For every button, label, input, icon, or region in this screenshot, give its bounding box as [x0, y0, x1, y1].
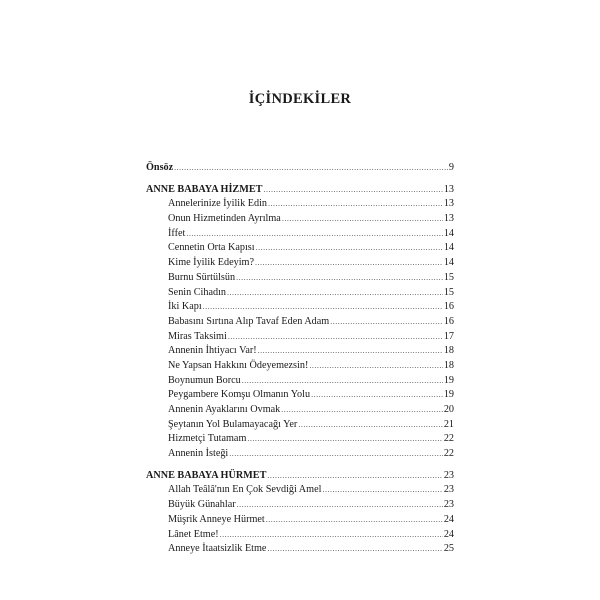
toc-entry[interactable] [146, 198, 454, 213]
leader-dots [237, 500, 443, 509]
toc-entry-page: 9 [448, 162, 454, 173]
leader-dots [247, 434, 442, 443]
toc-entry-page: 22 [443, 448, 454, 460]
toc-entry-page: 18 [443, 345, 454, 357]
toc-entry-page: 21 [443, 418, 454, 430]
toc-entry-label: Hizmetçi Tutamam [168, 433, 247, 445]
toc-entry-page: 23 [443, 484, 454, 496]
toc-entry-label: Senin Cihadın [168, 286, 227, 298]
toc-entry-page: 23 [443, 469, 454, 481]
toc-entry[interactable] [146, 213, 454, 228]
toc-entry[interactable] [146, 257, 454, 272]
toc-entry-page: 20 [443, 404, 454, 415]
leader-dots [311, 390, 443, 399]
toc-entry-label: Cennetin Orta Kapısı [168, 242, 255, 254]
toc-entry[interactable] [146, 543, 454, 558]
toc-entry-label: ANNE BABAYA HÜRMET [146, 469, 267, 481]
leader-dots [174, 163, 448, 172]
leader-dots [236, 273, 443, 282]
toc-entry-label: Allah Teâlâ'nın En Çok Sevdiği Amel [168, 484, 322, 496]
leader-dots [263, 185, 442, 194]
toc-entry-page: 19 [443, 374, 454, 386]
toc-entry[interactable] [146, 448, 454, 463]
toc-entry-page: 13 [443, 198, 454, 210]
toc-entry[interactable] [146, 162, 454, 177]
leader-dots [256, 243, 443, 252]
toc-entry-label: Onun Hizmetinden Ayrılma [168, 213, 281, 225]
toc-entry-page: 13 [443, 183, 454, 195]
toc-entry-page: 14 [443, 242, 454, 254]
toc-entry-page: 19 [443, 389, 454, 401]
toc-entry-page: 17 [443, 330, 454, 342]
leader-dots [203, 302, 443, 311]
toc-entry[interactable] [146, 499, 454, 514]
toc-entry[interactable] [146, 242, 454, 257]
toc-entry-label: Müşrik Anneye Hürmet [168, 513, 265, 525]
toc-entry-label: Anneye İtaatsizlik Etme [168, 543, 267, 555]
leader-dots [330, 317, 443, 326]
toc-entry-page: 15 [443, 271, 454, 283]
toc-entry-page: 24 [443, 513, 454, 525]
toc-entry-label: İffet [168, 227, 186, 239]
toc-entry[interactable] [146, 287, 454, 302]
toc-entry-label: ANNE BABAYA HİZMET [146, 183, 263, 195]
toc-entry-label: Miras Taksimi [168, 330, 227, 342]
toc-entry[interactable] [146, 272, 454, 287]
leader-dots [227, 288, 443, 297]
toc-section[interactable] [146, 184, 454, 199]
toc-entry-label: Ne Yapsan Hakkını Ödeyemezsin! [168, 359, 309, 371]
toc-entry-page: 13 [443, 213, 454, 225]
toc-entry-label: Annenin Ayaklarını Ovmak [168, 404, 281, 415]
section-gap [146, 177, 454, 184]
toc-entry[interactable] [146, 331, 454, 346]
toc-entry-label: Annenin İsteği [168, 448, 229, 460]
toc-entry[interactable] [146, 345, 454, 360]
toc-entry-page: 23 [443, 499, 454, 511]
leader-dots [186, 229, 442, 238]
toc-entry-page: 14 [443, 227, 454, 239]
toc-entry-label: Annelerinize İyilik Edin [168, 198, 268, 210]
toc-entry[interactable] [146, 529, 454, 544]
toc-entry[interactable] [146, 301, 454, 316]
toc-entry-page: 24 [443, 528, 454, 540]
leader-dots [267, 544, 442, 553]
leader-dots [220, 530, 443, 539]
table-of-contents [146, 162, 454, 558]
toc-entry-label: Boynumun Borcu [168, 374, 241, 386]
leader-dots [281, 405, 443, 414]
toc-entry-page: 15 [443, 286, 454, 298]
leader-dots [267, 471, 442, 480]
toc-entry[interactable] [146, 484, 454, 499]
toc-entry-label: Şeytanın Yol Bulamayacağı Yer [168, 418, 298, 430]
toc-entry[interactable] [146, 419, 454, 434]
toc-entry[interactable] [146, 375, 454, 390]
toc-entry[interactable] [146, 389, 454, 404]
toc-entry-label: Burnu Sürtülsün [168, 271, 236, 283]
toc-section[interactable] [146, 470, 454, 485]
toc-entry-label: Peygambere Komşu Olmanın Yolu [168, 389, 311, 401]
section-gap [146, 463, 454, 470]
toc-entry-page: 14 [443, 257, 454, 269]
leader-dots [298, 420, 442, 429]
toc-entry-page: 25 [443, 543, 454, 555]
toc-entry-label: Kime İyilik Edeyim? [168, 257, 255, 269]
toc-entry[interactable] [146, 433, 454, 448]
toc-entry[interactable] [146, 228, 454, 243]
toc-entry-page: 16 [443, 315, 454, 327]
toc-entry-page: 16 [443, 301, 454, 313]
leader-dots [322, 485, 442, 494]
leader-dots [255, 258, 443, 267]
toc-entry-label: Büyük Günahlar [168, 499, 236, 511]
leader-dots [228, 332, 443, 341]
toc-entry[interactable] [146, 360, 454, 375]
toc-entry[interactable] [146, 404, 454, 419]
toc-entry-page: 18 [443, 359, 454, 371]
leader-dots [282, 214, 443, 223]
leader-dots [266, 515, 443, 524]
leader-dots [258, 346, 443, 355]
leader-dots [242, 376, 443, 385]
toc-entry[interactable] [146, 514, 454, 529]
leader-dots [309, 361, 442, 370]
leader-dots [229, 449, 443, 458]
toc-entry-page: 22 [443, 433, 454, 445]
page-title: İÇİNDEKİLER [248, 91, 352, 107]
toc-entry-label: Lânet Etme! [168, 528, 219, 540]
toc-entry-label: İki Kapı [168, 301, 202, 313]
leader-dots [268, 199, 443, 208]
toc-entry-label: Önsöz [146, 162, 174, 173]
toc-entry-label: Annenin İhtiyacı Var! [168, 345, 257, 357]
toc-entry[interactable] [146, 316, 454, 331]
toc-entry-label: Babasını Sırtına Alıp Tavaf Eden Adam [168, 315, 330, 327]
